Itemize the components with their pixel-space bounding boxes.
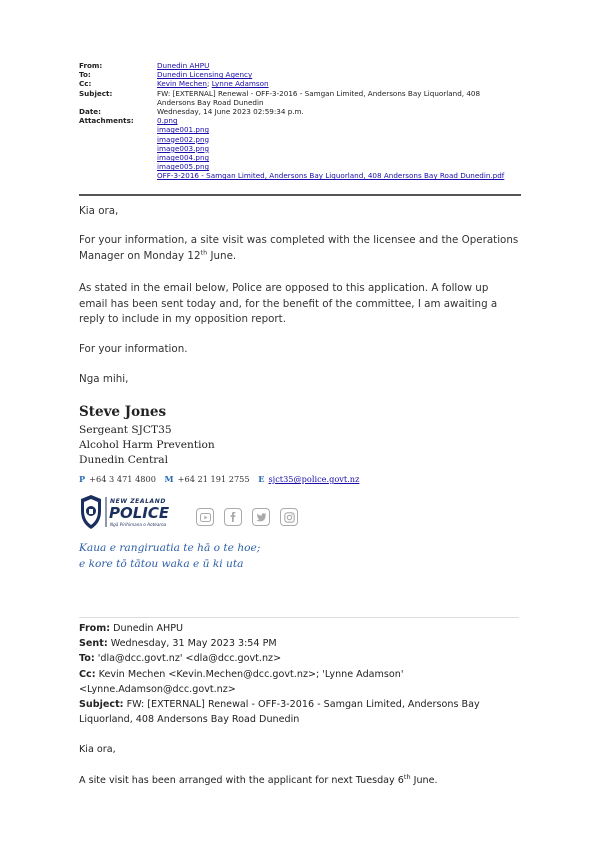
email-key: E — [258, 474, 265, 484]
fwd-cc-value: Kevin Mechen <Kevin.Mechen@dcc.govt.nz>; 'Lynne Adamson' <Lynne.Adamson@dcc.govt.nz> — [79, 668, 404, 695]
fwd-subject-label: Subject: — [79, 699, 124, 711]
cc-label: Cc: — [79, 79, 92, 89]
fwd-from-label: From: — [79, 623, 111, 634]
logo-text-maori: Ngā Pirihimana o Aotearoa — [110, 522, 167, 527]
forwarded-message — [79, 621, 519, 788]
facebook-icon[interactable] — [224, 508, 242, 526]
nz-police-logo — [79, 493, 191, 531]
attachment-link[interactable]: image004.png — [157, 153, 210, 163]
motto-line-1: Kaua e rangiruatia te hā o te hoe; — [79, 542, 261, 554]
p1-text-a: For your information, a site visit was completed with the licensee and the Operations Manager on Monday 12 — [79, 234, 519, 262]
date-label: Date: — [79, 107, 102, 117]
cc-link-kevin[interactable]: Kevin Mechen — [157, 79, 207, 89]
body-paragraph-3: For your information. — [79, 343, 188, 355]
header-subject-row — [79, 89, 519, 107]
header-cc-row — [79, 79, 519, 88]
fwd-sent-label: Sent: — [79, 638, 108, 650]
greeting: Kia ora, — [79, 205, 119, 217]
cc-link-lynne[interactable]: Lynne Adamson — [211, 79, 269, 89]
fwd-paragraph-1 — [79, 773, 519, 788]
police-crest-icon — [81, 495, 101, 529]
phone-key: P — [79, 474, 86, 484]
contact-line — [79, 474, 359, 484]
logo-text-police: POLICE — [109, 504, 170, 522]
forward-divider — [79, 617, 519, 618]
signature-name: Steve Jones — [79, 404, 167, 420]
to-link[interactable]: Dunedin Licensing Agency — [157, 70, 253, 80]
to-label: To: — [79, 70, 91, 80]
signature-unit: Alcohol Harm Prevention — [79, 439, 215, 451]
fwd-to-line — [79, 651, 519, 666]
date-value: Wednesday, 14 June 2023 02:59:34 p.m. — [157, 107, 304, 117]
attachments-label: Attachments: — [79, 116, 134, 126]
signature-rank: Sergeant SJCT35 — [79, 424, 172, 436]
header-to-row — [79, 70, 519, 79]
fwd-subject-value: FW: [EXTERNAL] Renewal - OFF-3-2016 - Samgan Limited, Andersons Bay Liquorland, 408 Andersons Bay Road Dunedin — [79, 699, 480, 726]
fwd-to-label: To: — [79, 653, 95, 665]
from-link[interactable]: Dunedin AHPU — [157, 61, 210, 70]
fwd-from-value: Dunedin AHPU — [110, 623, 184, 634]
fwd-p1-superscript: th — [403, 772, 411, 781]
fwd-from-line — [79, 621, 519, 636]
header-from-row — [79, 61, 519, 70]
attachments-list — [157, 116, 519, 180]
p1-superscript: th — [200, 248, 208, 257]
email-header — [79, 61, 519, 181]
fwd-cc-line — [79, 667, 519, 697]
subject-value: FW: [EXTERNAL] Renewal - OFF-3-2016 - Samgan Limited, Andersons Bay Liquorland, 408 Andersons Bay Road Dunedin — [157, 88, 481, 107]
cc-separator: ; — [206, 79, 212, 89]
phone-number: +64 3 471 4800 — [89, 474, 156, 484]
youtube-icon[interactable] — [196, 508, 214, 526]
header-divider — [79, 194, 521, 196]
attachment-link[interactable]: image001.png — [157, 125, 210, 135]
mobile-key: M — [164, 474, 174, 484]
attachment-link[interactable]: image003.png — [157, 143, 210, 153]
body-paragraph-2: As stated in the email below, Police are opposed to this application. A follow up email has been sent today and, for the benefit of the committee, I am awaiting a reply to include in my opposition report. — [79, 282, 498, 325]
mobile-number: +64 21 191 2755 — [177, 474, 250, 484]
fwd-sent-line — [79, 636, 519, 651]
subject-label: Subject: — [79, 88, 113, 98]
p1-text-b: June. — [207, 249, 237, 262]
email-link[interactable]: sjct35@police.govt.nz — [268, 474, 360, 484]
signature-location: Dunedin Central — [79, 454, 168, 466]
closing: Nga mihi, — [79, 373, 129, 385]
motto-line-2: e kore tō tātou waka e ū ki uta — [79, 557, 244, 570]
fwd-p1-text-a: A site visit has been arranged with the applicant for next Tuesday 6 — [79, 774, 404, 786]
instagram-icon[interactable] — [280, 508, 298, 526]
fwd-greeting: Kia ora, — [79, 744, 116, 756]
body-paragraph-1 — [79, 233, 519, 264]
fwd-sent-value: Wednesday, 31 May 2023 3:54 PM — [107, 638, 277, 650]
header-attachments-row — [79, 116, 519, 180]
twitter-icon[interactable] — [252, 508, 270, 526]
fwd-p1-text-b: June. — [410, 774, 438, 786]
from-label: From: — [79, 61, 103, 70]
header-date-row — [79, 107, 519, 116]
attachment-link[interactable]: OFF-3-2016 - Samgan Limited, Andersons Bay Liquorland, 408 Andersons Bay Road Dunedin.pdf — [157, 171, 505, 181]
attachment-link[interactable]: image002.png — [157, 134, 210, 144]
attachment-link[interactable]: image005.png — [157, 162, 210, 172]
attachment-link[interactable]: 0.png — [157, 116, 178, 126]
fwd-subject-line — [79, 697, 519, 727]
fwd-to-value: 'dla@dcc.govt.nz' <dla@dcc.govt.nz> — [94, 653, 282, 665]
fwd-cc-label: Cc: — [79, 668, 96, 680]
logo-text-nz: NEW ZEALAND — [110, 498, 166, 505]
signature-motto — [79, 541, 260, 572]
